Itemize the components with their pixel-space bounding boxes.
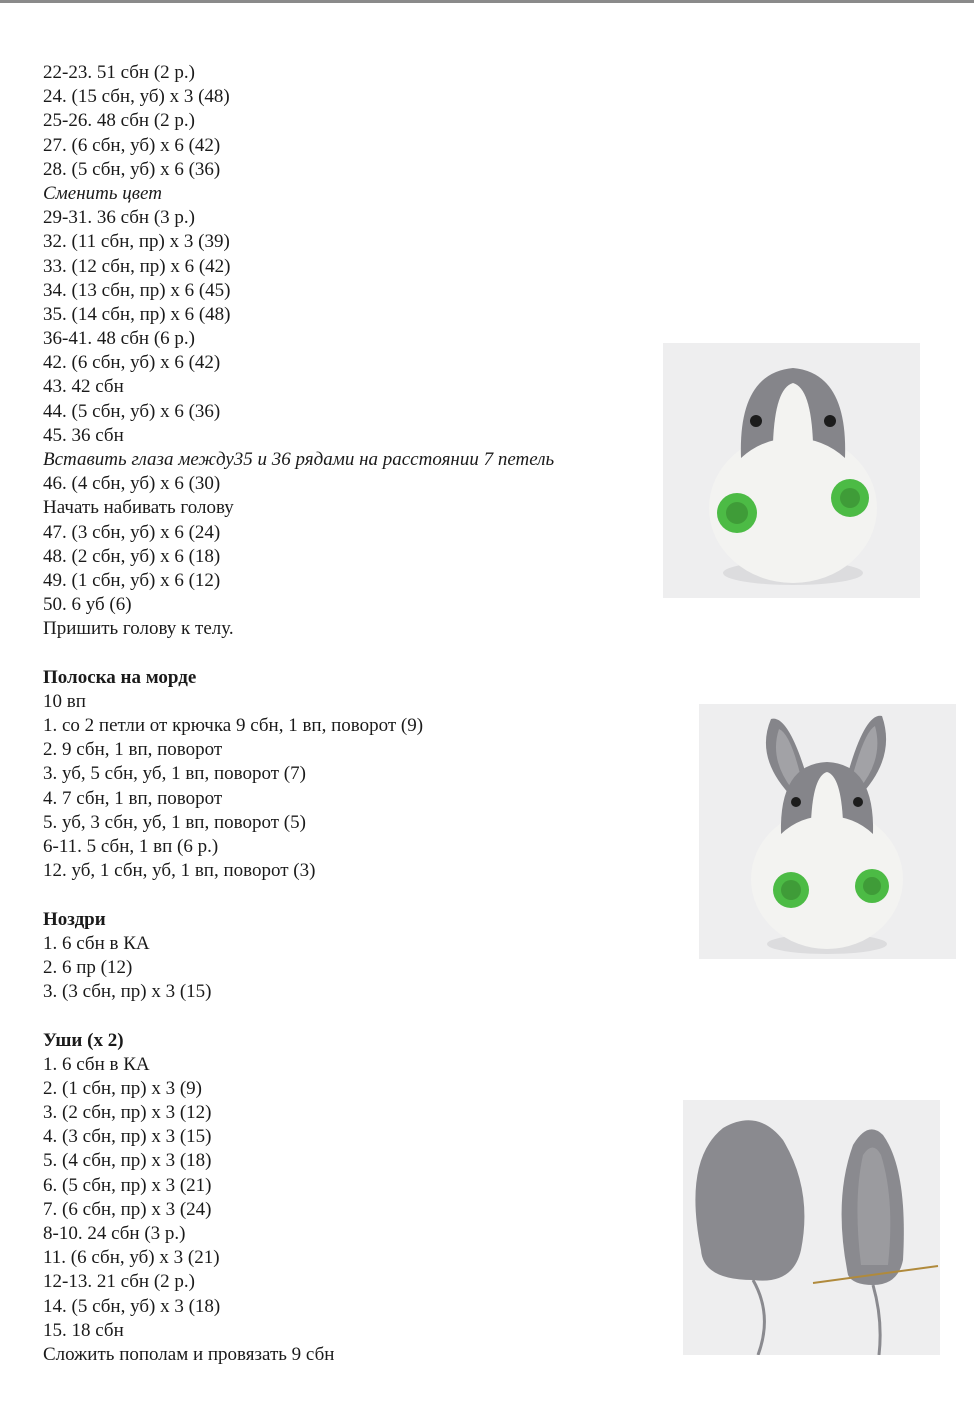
pattern-line: 32. (11 сбн, пр) х 3 (39) [43,231,230,253]
bunny-with-ears-image [699,704,956,959]
pattern-line: 4. (3 сбн, пр) х 3 (15) [43,1126,212,1148]
pattern-line: 24. (15 сбн, уб) х 3 (48) [43,86,230,108]
bunny-head-with-ears-photo [699,704,956,959]
pattern-line: 2. 6 пр (12) [43,956,133,978]
pattern-line: 43. 42 сбн [43,376,124,398]
pattern-line: 11. (6 сбн, уб) х 3 (21) [43,1247,220,1269]
pattern-line: 3. уб, 5 сбн, уб, 1 вп, поворот (7) [43,763,306,785]
ears-section [43,1053,643,1367]
ears-image [683,1100,940,1355]
pattern-line: 27. (6 сбн, уб) х 6 (42) [43,134,221,156]
top-rule [0,0,974,3]
pattern-line: Пришить голову к телу. [43,618,234,640]
pattern-line: Начать набивать голову [43,497,234,519]
pattern-line: 35. (14 сбн, пр) х 6 (48) [43,303,231,325]
pattern-line: 12-13. 21 сбн (2 р.) [43,1271,195,1293]
pattern-line: 33. (12 сбн, пр) х 6 (42) [43,255,231,277]
pattern-line: 1. со 2 петли от крючка 9 сбн, 1 вп, поворот (9) [43,715,424,737]
pattern-line: 42. (6 сбн, уб) х 6 (42) [43,352,221,374]
pattern-line: 10 вп [43,690,86,712]
pattern-line: 2. (1 сбн, пр) х 3 (9) [43,1077,202,1099]
pattern-line: 46. (4 сбн, уб) х 6 (30) [43,473,221,495]
pattern-line: 8-10. 24 сбн (3 р.) [43,1223,186,1244]
pattern-line: 3. (3 сбн, пр) х 3 (15) [43,981,212,1003]
pattern-line: 5. уб, 3 сбн, уб, 1 вп, поворот (5) [43,811,306,833]
pattern-line: Сложить пополам и провязать 9 сбн [43,1343,335,1365]
pattern-line: 6-11. 5 сбн, 1 вп (6 р.) [43,836,219,857]
pattern-line: 28. (5 сбн, уб) х 6 (36) [43,158,221,180]
pattern-line: Сменить цвет [43,182,162,204]
pattern-line: 36-41. 48 сбн (6 р.) [43,328,195,350]
pattern-line: 22-23. 51 сбн (2 р.) [43,62,195,83]
pattern-line: Вставить глаза между35 и 36 рядами на расстоянии 7 петель [43,449,555,470]
section-title-muzzle-stripe: Полоска на морде [43,666,197,688]
bunny-head-image [663,343,920,598]
pattern-line: 14. (5 сбн, уб) х 3 (18) [43,1295,221,1317]
pattern-line: 47. (3 сбн, уб) х 6 (24) [43,521,221,543]
pattern-line: 15. 18 сбн [43,1319,124,1341]
section-title-ears: Уши (х 2) [43,1029,124,1051]
pattern-line: 1. 6 сбн в КА [43,1053,150,1075]
muzzle-stripe-section [43,690,643,884]
head-section [43,61,643,642]
pattern-line: 48. (2 сбн, уб) х 6 (18) [43,545,221,567]
pattern-line: 12. уб, 1 сбн, уб, 1 вп, поворот (3) [43,860,316,882]
pattern-line: 2. 9 сбн, 1 вп, поворот [43,739,223,761]
crocheted-ears-photo [683,1100,940,1355]
pattern-line: 44. (5 сбн, уб) х 6 (36) [43,400,221,422]
pattern-line: 6. (5 сбн, пр) х 3 (21) [43,1174,212,1196]
pattern-line: 45. 36 сбн [43,424,124,446]
pattern-line: 1. 6 сбн в КА [43,932,150,954]
pattern-line: 5. (4 сбн, пр) х 3 (18) [43,1150,212,1172]
pattern-line: 49. (1 сбн, уб) х 6 (12) [43,569,221,591]
pattern-line: 29-31. 36 сбн (3 р.) [43,207,195,229]
section-title-nostrils: Ноздри [43,908,106,930]
pattern-line: 25-26. 48 сбн (2 р.) [43,110,195,132]
pattern-line: 3. (2 сбн, пр) х 3 (12) [43,1102,212,1124]
nostrils-section [43,932,643,1005]
pattern-text [43,61,643,1367]
bunny-head-photo [663,343,920,598]
pattern-line: 7. (6 сбн, пр) х 3 (24) [43,1198,212,1220]
pattern-line: 4. 7 сбн, 1 вп, поворот [43,787,223,809]
pattern-line: 34. (13 сбн, пр) х 6 (45) [43,279,231,301]
pattern-line: 50. 6 уб (6) [43,594,132,616]
